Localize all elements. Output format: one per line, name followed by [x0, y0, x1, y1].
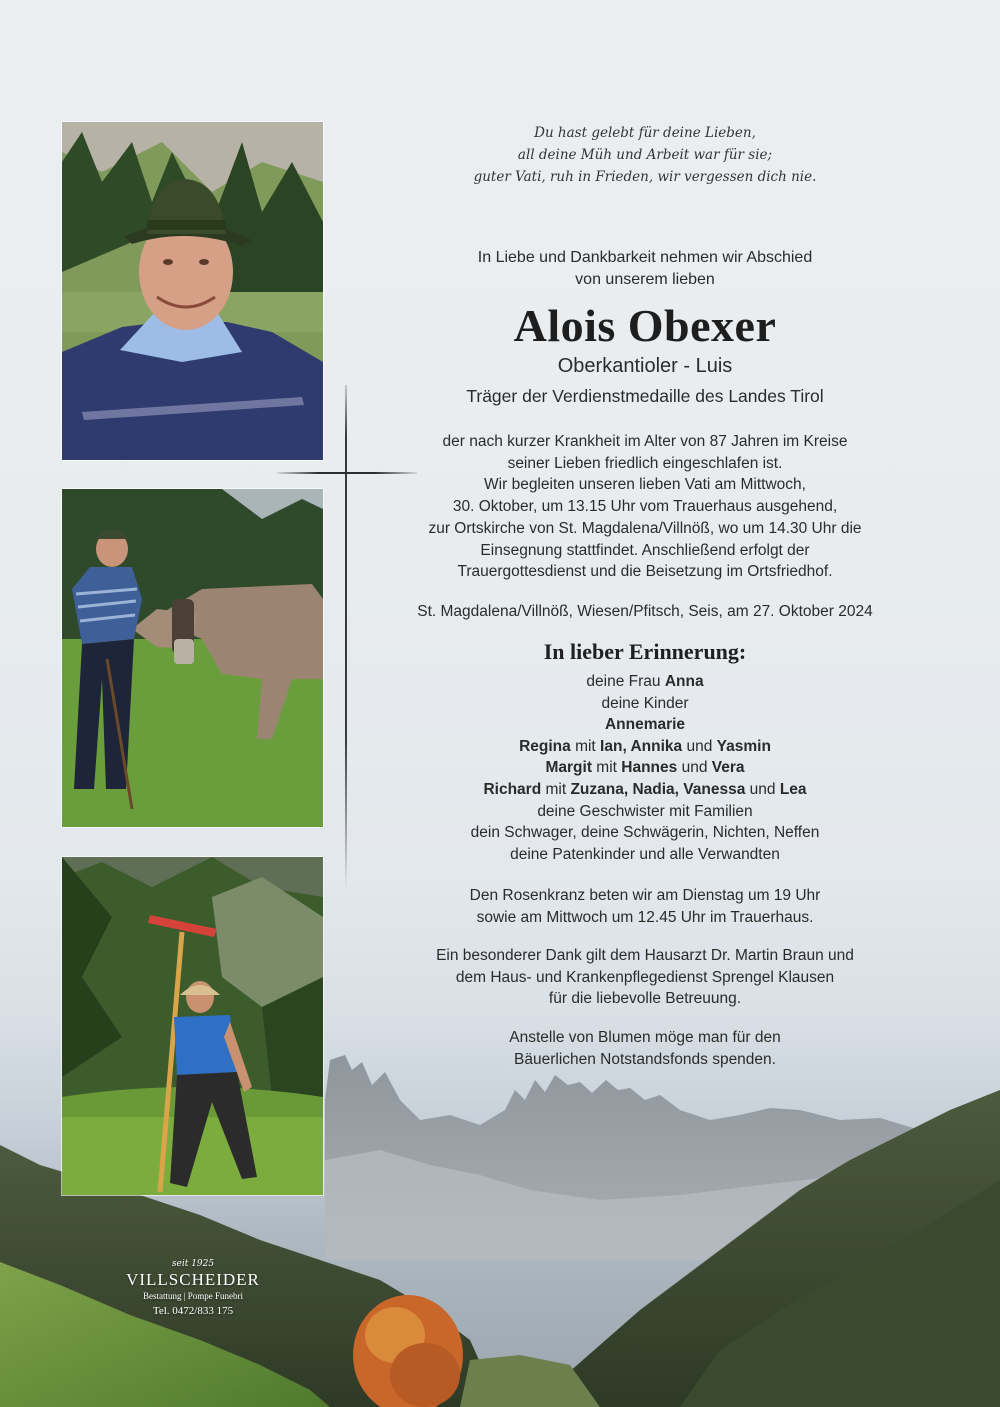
grandchildren-names: Zuzana, Nadia, Vanessa — [570, 780, 746, 798]
announcement-line: Trauergottesdienst und die Beisetzung im Ortsfriedhof. — [457, 563, 833, 581]
wife-name: Anna — [664, 673, 704, 690]
connector-text: mit — [570, 737, 601, 755]
grandchild-name: Lea — [779, 780, 807, 798]
grandchild-name: Yasmin — [716, 737, 771, 755]
verse-line: guter Vati, ruh in Frieden, wir vergessen dich nie. — [473, 169, 817, 185]
announcement-line: 30. Oktober, um 13.15 Uhr vom Trauerhaus ausgehend, — [452, 498, 838, 516]
deceased-name: Alois Obexer — [513, 300, 777, 351]
child-name: Richard — [483, 780, 542, 798]
mourners-list — [380, 671, 910, 865]
child-name: Annemarie — [604, 716, 686, 734]
mourner-child — [380, 757, 910, 779]
connector-text: und — [682, 737, 717, 755]
memory-heading: In lieber Erinnerung: — [543, 639, 747, 664]
rosary-notice — [380, 885, 910, 928]
mourner-child — [380, 736, 910, 758]
connector-text: und — [745, 780, 780, 798]
children-label: deine Kinder — [601, 694, 689, 712]
logo-phone: Tel. 0472/833 175 — [152, 1305, 234, 1317]
thanks-line: für die liebevolle Betreuung. — [548, 990, 742, 1007]
logo-name: VILLSCHEIDER — [126, 1270, 260, 1289]
announcement-line: seiner Lieben friedlich eingeschlafen ist. — [507, 454, 783, 472]
rosary-line: sowie am Mittwoch um 12.45 Uhr im Trauerhaus. — [476, 908, 814, 926]
thanks-line: Ein besonderer Dank gilt dem Hausarzt Dr. Martin Braun und — [436, 947, 854, 964]
funeral-announcement — [380, 431, 910, 583]
donation-line: Anstelle von Blumen möge man für den — [509, 1029, 781, 1046]
undertaker-logo — [118, 1258, 268, 1319]
intro-line: von unserem lieben — [575, 271, 715, 288]
cross-vertical-bar — [345, 385, 347, 890]
grandchild-name: Vera — [711, 759, 745, 777]
wife-prefix: deine Frau — [586, 673, 665, 690]
mourner-child — [380, 779, 910, 801]
deceased-award: Träger der Verdienstmedaille des Landes Tirol — [466, 386, 824, 406]
connector-text: und — [677, 759, 712, 777]
mourner-child — [380, 714, 910, 736]
man-with-cow-photo — [62, 489, 323, 827]
grandchildren-names: Hannes — [621, 759, 678, 777]
mourner-relatives: deine Patenkinder und alle Verwandten — [510, 845, 780, 863]
rosary-line: Den Rosenkranz beten wir am Dienstag um 19 Uhr — [469, 887, 821, 904]
mourner-wife — [380, 671, 910, 693]
announcement-line: zur Ortskirche von St. Magdalena/Villnöß, wo um 14.30 Uhr die — [428, 519, 862, 537]
mourner-relatives: deine Geschwister mit Familien — [537, 802, 753, 820]
announcement-line: der nach kurzer Krankheit im Alter von 87 Jahren im Kreise — [442, 433, 848, 450]
logo-since: seit 1925 — [171, 1259, 215, 1269]
farewell-intro — [380, 247, 910, 291]
child-name: Margit — [545, 759, 592, 777]
connector-text: mit — [591, 759, 622, 777]
announcement-line: Wir begleiten unseren lieben Vati am Mittwoch, — [484, 476, 806, 494]
mourner-relatives: dein Schwager, deine Schwägerin, Nichten, Neffen — [470, 824, 820, 842]
portrait-photo — [62, 122, 323, 460]
place-and-date: St. Magdalena/Villnöß, Wiesen/Pfitsch, Seis, am 27. Oktober 2024 — [417, 603, 873, 620]
verse-line: Du hast gelebt für deine Lieben, — [534, 125, 756, 141]
grandchildren-names: Ian, Annika — [600, 737, 683, 755]
intro-line: In Liebe und Dankbarkeit nehmen wir Abschied — [477, 249, 813, 266]
thanks-notice — [380, 945, 910, 1010]
verse-line: all deine Müh und Arbeit war für sie; — [517, 147, 773, 163]
connector-text: mit — [541, 780, 571, 798]
logo-subtitle: Bestattung | Pompe Funebri — [142, 1291, 244, 1301]
deceased-nickname: Oberkantioler - Luis — [557, 355, 733, 377]
memorial-verse — [380, 122, 910, 188]
donation-notice — [380, 1027, 910, 1070]
man-with-rake-photo — [62, 857, 323, 1195]
child-name: Regina — [519, 737, 571, 755]
thanks-line: dem Haus- und Krankenpflegedienst Sprengel Klausen — [455, 968, 835, 986]
donation-line: Bäuerlichen Notstandsfonds spenden. — [514, 1050, 776, 1068]
announcement-line: Einsegnung stattfindet. Anschließend erfolgt der — [480, 541, 810, 559]
